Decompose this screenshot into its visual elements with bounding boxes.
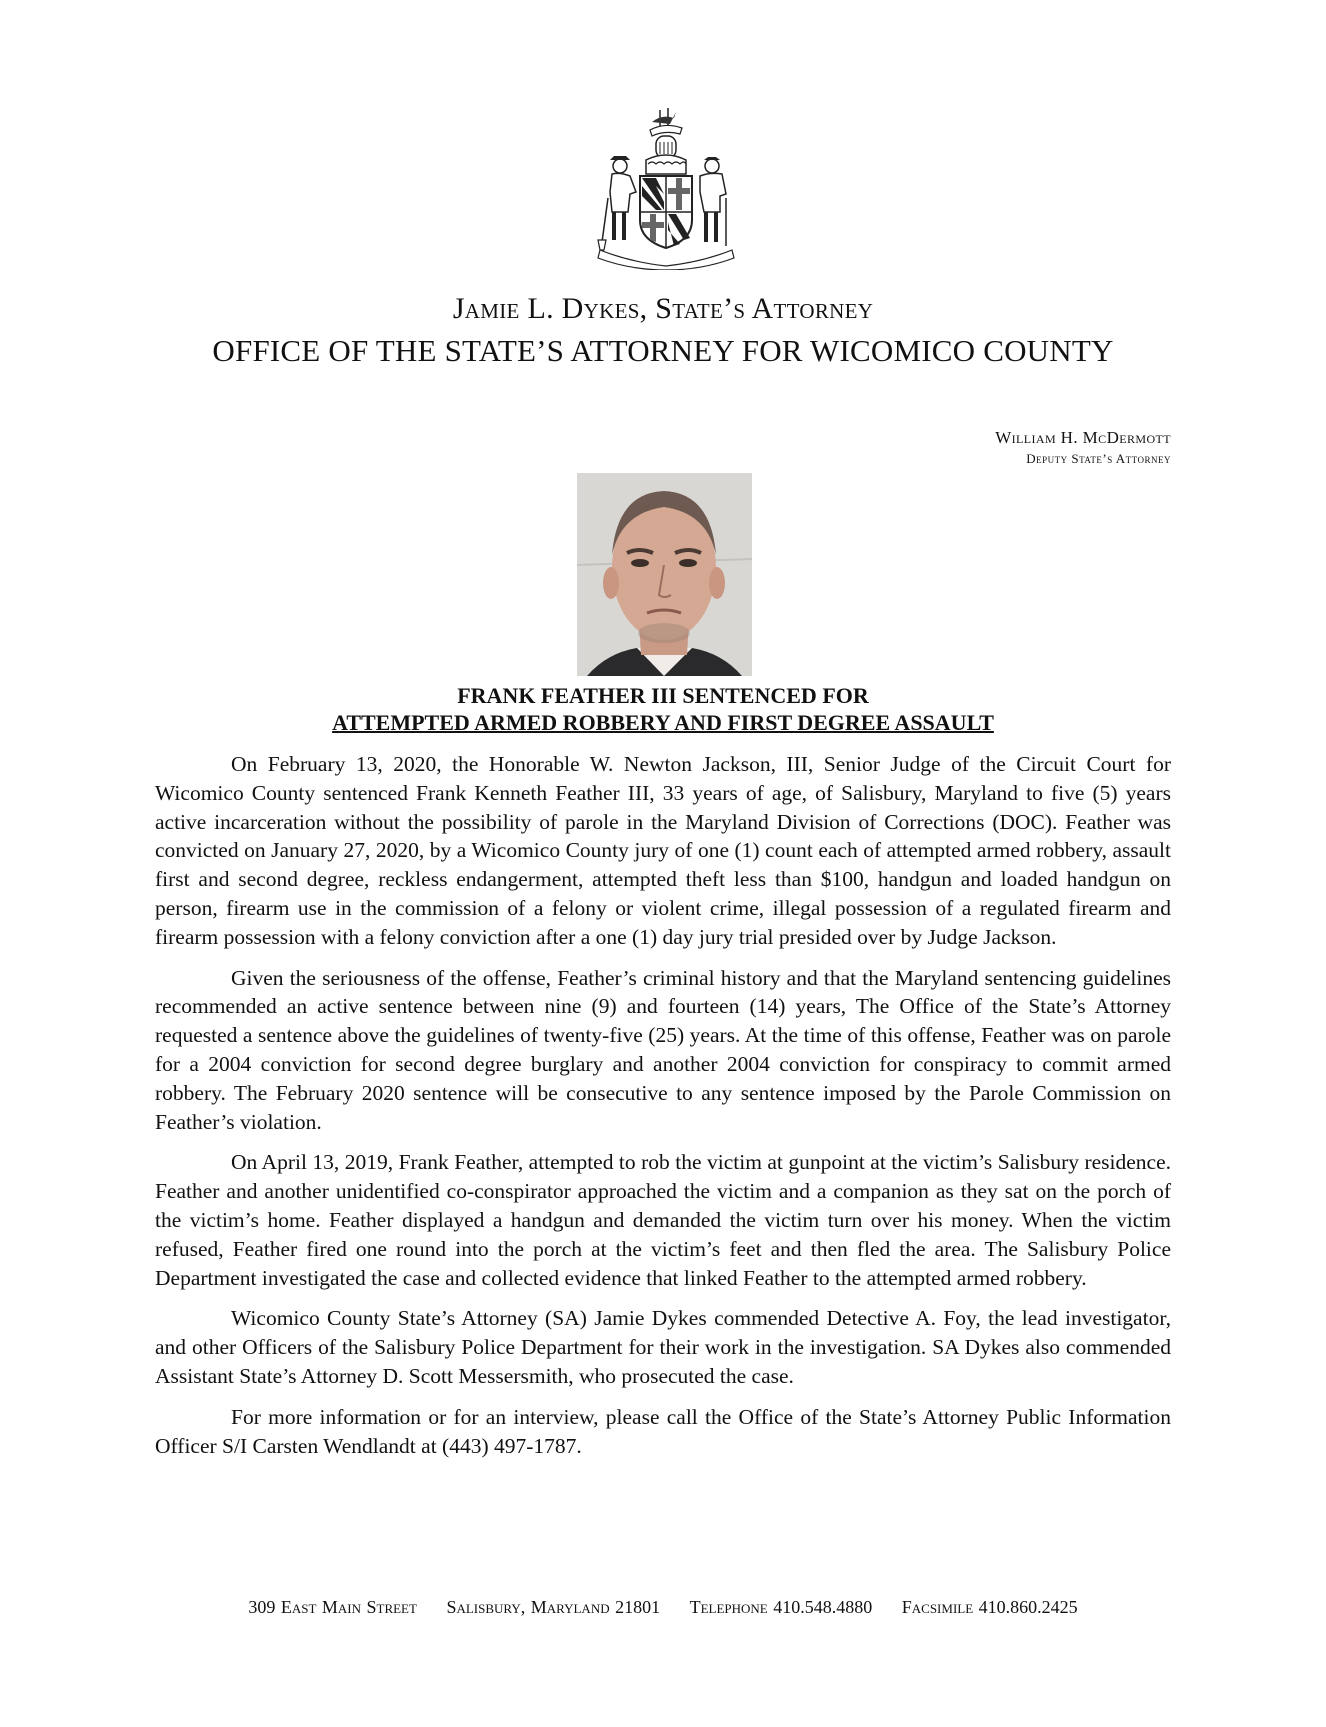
paragraph-contact: For more information or for an interview, please call the Office of the State’s Attorney Public Information Officer S/I Carsten Wendlandt at (443) 497-1787.	[155, 1404, 1171, 1458]
footer-facsimile: Facsimile 410.860.2425	[901, 1597, 1078, 1617]
headline-line-1: FRANK FEATHER III SENTENCED FOR	[457, 683, 869, 708]
paragraph-incident: On April 13, 2019, Frank Feather, attempted to rob the victim at gunpoint at the victim’s Salisbury residence. Feather and another unidentified co-conspirator approached the victim and a companion as they sat on the porch of the victim’s home. Feather displayed a handgun and demanded the victim turn over his money. When the victim refused, Feather fired one round into the porch at the victim’s feet and then fled the area. The Salisbury Police Department investigated the case and collected evidence that linked Feather to the attempted armed robbery.	[155, 1150, 1171, 1290]
footer-street: 309 East Main Street	[248, 1597, 417, 1617]
deputy-block	[995, 428, 1171, 467]
deputy-name: William H. McDermott	[995, 428, 1171, 447]
letterhead-footer	[0, 1597, 1326, 1618]
paragraph-commendations: Wicomico County State’s Attorney (SA) Jamie Dykes commended Detective A. Foy, the lead investigator, and other Officers of the Salisbury Police Department for their work in the investigation. SA Dykes also commended Assistant State’s Attorney D. Scott Messersmith, who prosecuted the case.	[155, 1306, 1171, 1388]
attorney-name-heading: Jamie L. Dykes, State’s Attorney	[452, 292, 874, 325]
press-release-headline	[0, 682, 1326, 736]
office-name-heading: OFFICE OF THE STATE’S ATTORNEY FOR WICOMICO COUNTY	[212, 333, 1114, 368]
paragraph-sentencing: On February 13, 2020, the Honorable W. Newton Jackson, III, Senior Judge of the Circuit Court for Wicomico County sentenced Frank Kenneth Feather III, 33 years of age, of Salisbury, Maryland to five (5) years active incarceration without the possibility of parole in the Maryland Division of Corrections (DOC). Feather was convicted on January 27, 2020, by a Wicomico County jury of one (1) count each of attempted armed robbery, assault first and second degree, reckless endangerment, attempted theft less than $100, handgun and loaded handgun on person, firearm use in the commission of a felony or violent crime, illegal possession of a regulated firearm and firearm possession with a felony conviction after a one (1) day jury trial presided over by Judge Jackson.	[155, 752, 1171, 949]
paragraph-guidelines: Given the seriousness of the offense, Feather’s criminal history and that the Maryland sentencing guidelines recommended an active sentence between nine (9) and fourteen (14) years, The Office of the State’s Attorney requested a sentence above the guidelines of twenty-five (25) years. At the time of this offense, Feather was on parole for a 2004 conviction for second degree burglary and another 2004 conviction for conspiracy to commit armed robbery. The February 2020 sentence will be consecutive to any sentence imposed by the Parole Commission on Feather’s violation.	[155, 965, 1171, 1134]
press-release-body	[155, 750, 1171, 1472]
deputy-title: Deputy State’s Attorney	[1026, 451, 1171, 466]
maryland-state-seal-icon	[590, 102, 740, 270]
footer-city: Salisbury, Maryland 21801	[446, 1597, 661, 1617]
headline-line-2: ATTEMPTED ARMED ROBBERY AND FIRST DEGREE ASSAULT	[332, 710, 994, 735]
mugshot-photo	[577, 473, 752, 676]
footer-telephone: Telephone 410.548.4880	[689, 1597, 873, 1617]
